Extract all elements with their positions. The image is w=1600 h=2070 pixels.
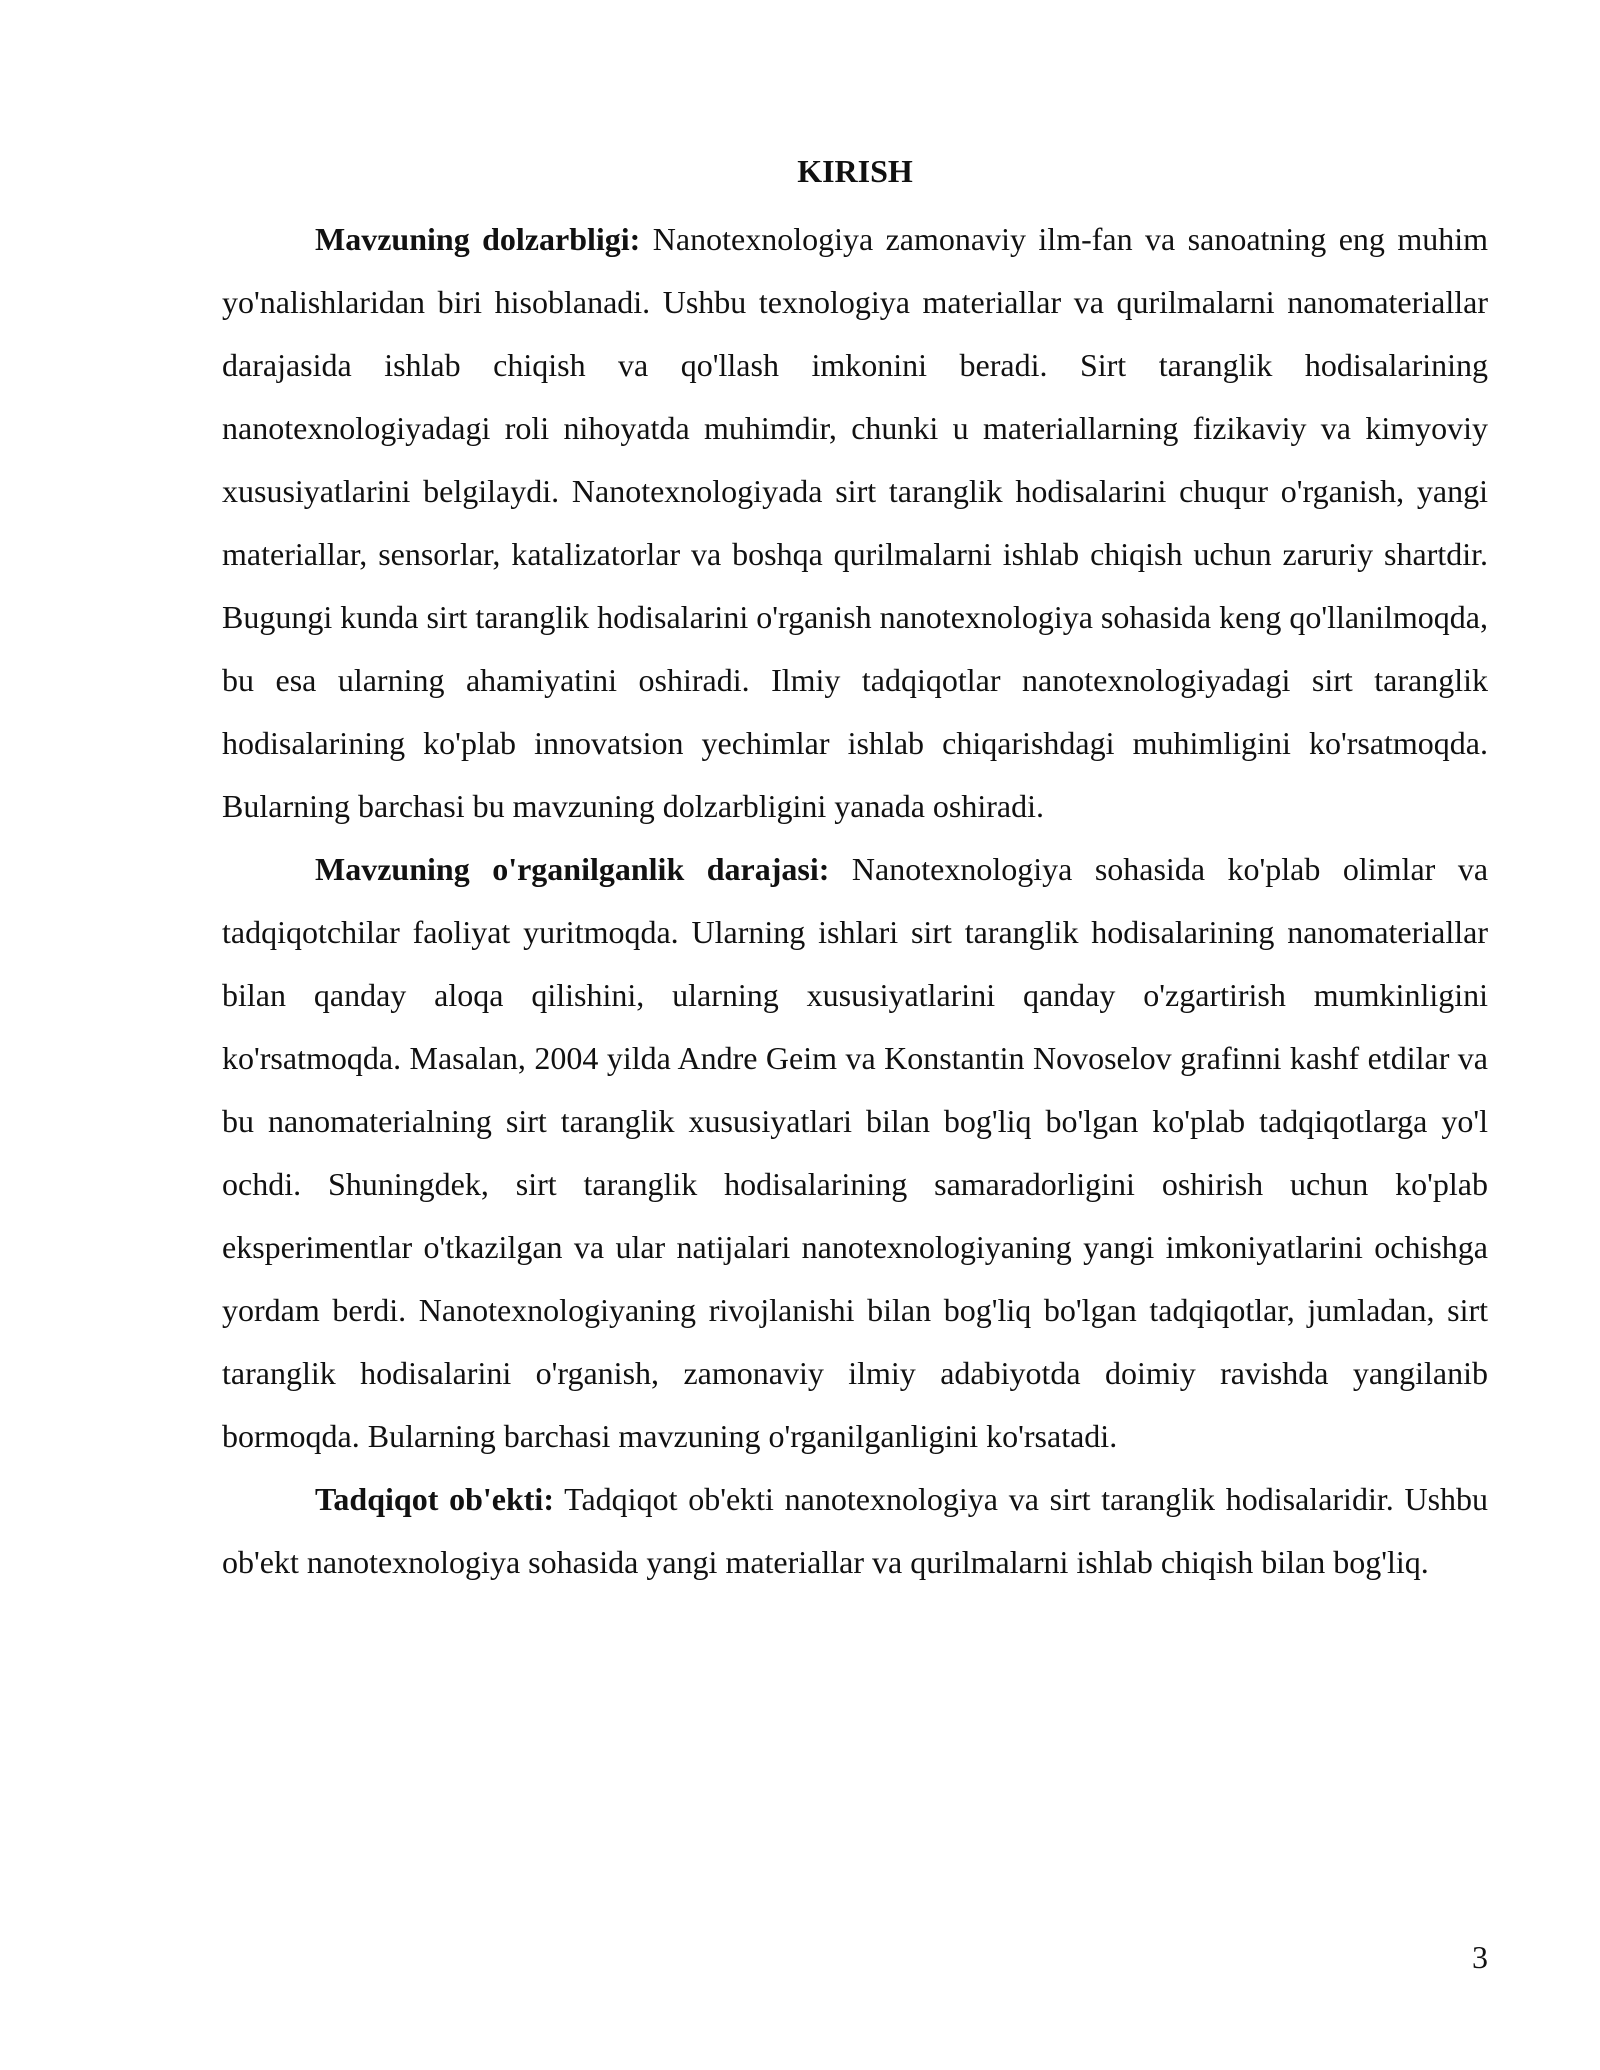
page-number: 3: [1472, 1939, 1488, 1975]
section-text: Nanotexnologiya zamonaviy ilm-fan va sanoatning eng muhim yo'nalishlaridan biri hisoblanadi. Ushbu texnologiya materiallar va qurilmalarni nanomateriallar darajasida ishlab chiqish va qo'llash imkonini beradi. Sirt taranglik hodisalarining nanotexnologiyadagi roli nihoyatda muhimdir, chunki u materiallarning fizikaviy va kimyoviy xususiyatlarini belgilaydi. Nanotexnologiyada sirt taranglik hodisalarini chuqur o'rganish, yangi materiallar, sensorlar, katalizatorlar va boshqa qurilmalarni ishlab chiqish uchun zaruriy shartdir. Bugungi kunda sirt taranglik hodisalarini o'rganish nanotexnologiya sohasida keng qo'llanilmoqda, bu esa ularning ahamiyatini oshiradi. Ilmiy tadqiqotlar nanotexnologiyadagi sirt taranglik hodisalarining ko'plab innovatsion yechimlar ishlab chiqarishdagi muhimligini ko'rsatmoqda. Bularning barchasi bu mavzuning dolzarbligini yanada oshiradi.: [222, 221, 1489, 824]
section-text: Tadqiqot ob'ekti nanotexnologiya va sirt taranglik hodisalaridir. Ushbu ob'ekt nanotexnologiya sohasida yangi materiallar va qurilmalarni ishlab chiqish bilan bog'liq.: [222, 1481, 1489, 1580]
section-research-object: [222, 1468, 1488, 1594]
section-relevance: [222, 208, 1488, 838]
document-title: KIRISH: [797, 153, 913, 189]
section-text: Nanotexnologiya sohasida ko'plab olimlar va tadqiqotchilar faoliyat yuritmoqda. Ularning ishlari sirt taranglik hodisalarining nanomateriallar bilan qanday aloqa qilishini, ularning xususiyatlarini qanday o'zgartirish mumkinligini ko'rsatmoqda. Masalan, 2004 yilda Andre Geim va Konstantin Novoselov grafinni kashf etdilar va bu nanomaterialning sirt taranglik xususiyatlari bilan bog'liq bo'lgan ko'plab tadqiqotlarga yo'l ochdi. Shuningdek, sirt taranglik hodisalarining samaradorligini oshirish uchun ko'plab eksperimentlar o'tkazilgan va ular natijalari nanotexnologiyaning yangi imkoniyatlarini ochishga yordam berdi. Nanotexnologiyaning rivojlanishi bilan bog'liq bo'lgan tadqiqotlar, jumladan, sirt taranglik hodisalarini o'rganish, zamonaviy ilmiy adabiyotda doimiy ravishda yangilanib bormoqda. Bularning barchasi mavzuning o'rganilganligini ko'rsatadi.: [222, 851, 1489, 1454]
section-heading: Mavzuning dolzarbligi:: [315, 221, 641, 257]
document-page: [222, 148, 1488, 1594]
section-heading: Tadqiqot ob'ekti:: [315, 1481, 554, 1517]
section-heading: Mavzuning o'rganilganlik darajasi:: [315, 851, 830, 887]
section-study-level: [222, 838, 1488, 1468]
